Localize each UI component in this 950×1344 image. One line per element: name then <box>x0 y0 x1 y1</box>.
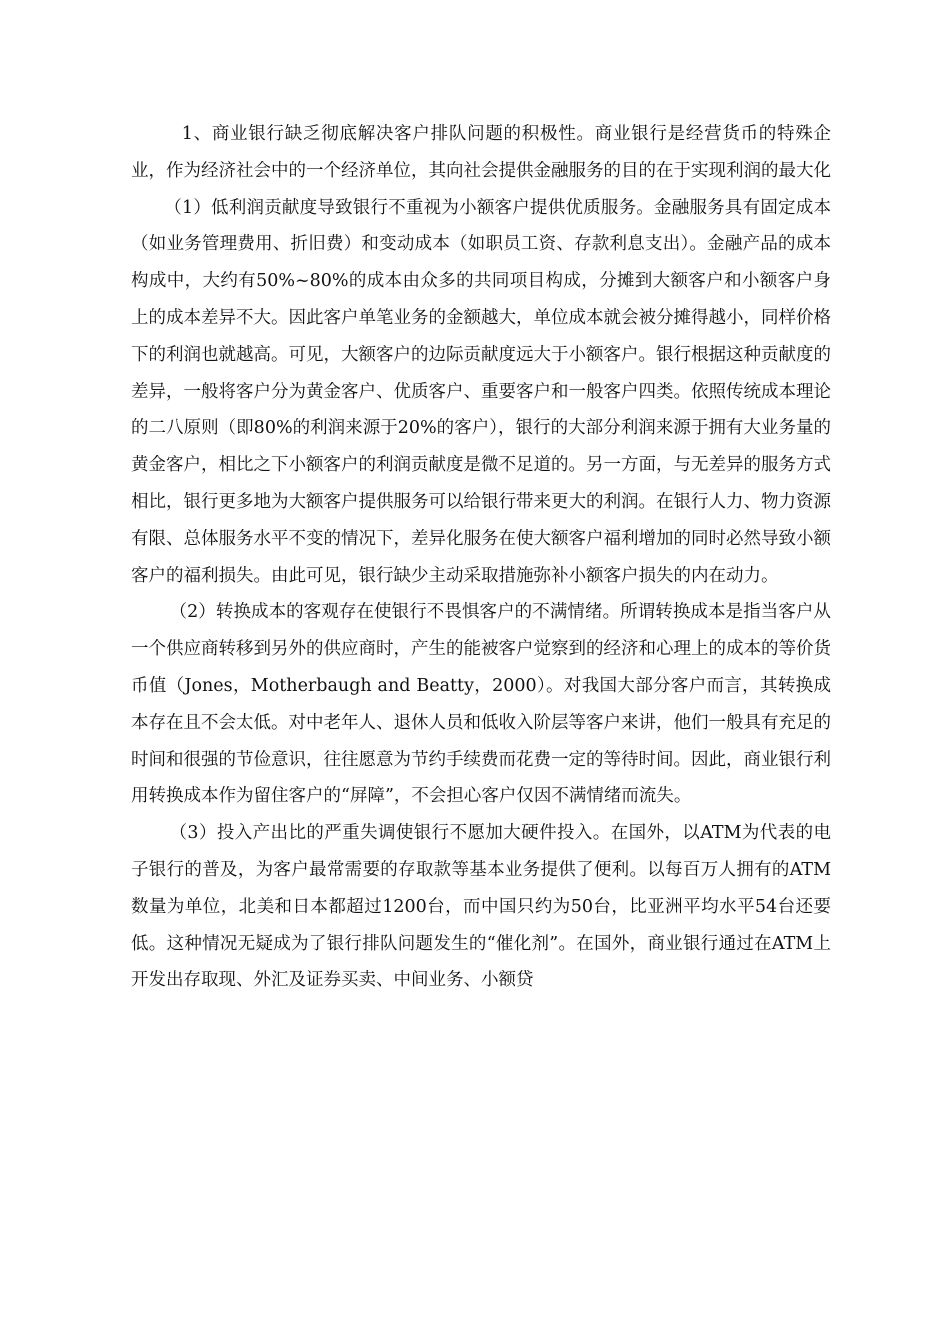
paragraph-point-2: （2）转换成本的客观存在使银行不畏惧客户的不满情绪。所谓转换成本是指当客户从一个供应商转移到另外的供应商时，产生的能被客户觉察到的经济和心理上的成本的等价货币值（Jones，Motherbaugh and Beatty，2000）。对我国大部分客户而言，其转换成本存在且不会太低。对中老年人、退休人员和低收入阶层等客户来讲，他们一般具有充足的时间和很强的节俭意识，往往愿意为节约手续费而花费一定的等待时间。因此，商业银行利用转换成本作为留住客户的“屏障”，不会担心客户仅因不满情绪而流失。 <box>131 602 831 807</box>
paragraph-point-1: （1）低利润贡献度导致银行不重视为小额客户提供优质服务。金融服务具有固定成本（如业务管理费用、折旧费）和变动成本（如职员工资、存款利息支出）。金融产品的成本构成中，大约有50%~80%的成本由众多的共同项目构成，分摊到大额客户和小额客户身上的成本差异不大。因此客户单笔业务的金额越大，单位成本就会被分摊得越小，同样价格下的利润也就越高。可见，大额客户的边际贡献度远大于小额客户。银行根据这种贡献度的差异，一般将客户分为黄金客户、优质客户、重要客户和一般客户四类。依照传统成本理论的二八原则（即80%的利润来源于20%的客户），银行的大部分利润来源于拥有大业务量的黄金客户，相比之下小额客户的利润贡献度是微不足道的。另一方面，与无差异的服务方式相比，银行更多地为大额客户提供服务可以给银行带来更大的利润。在银行人力、物力资源有限、总体服务水平不变的情况下，差异化服务在使大额客户福利增加的同时必然导致小额客户的福利损失。由此可见，银行缺少主动采取措施弥补小额客户损失的内在动力。 <box>131 197 831 586</box>
document-body <box>131 116 831 999</box>
paragraph-section-1: 1、商业银行缺乏彻底解决客户排队问题的积极性。商业银行是经营货币的特殊企业，作为经济社会中的一个经济单位，其向社会提供金融服务的目的在于实现利润的最大化 <box>131 124 831 181</box>
paragraph-point-3: （3）投入产出比的严重失调使银行不愿加大硬件投入。在国外，以ATM为代表的电子银行的普及，为客户最常需要的存取款等基本业务提供了便利。以每百万人拥有的ATM数量为单位，北美和日本都超过1200台，而中国只约为50台，比亚洲平均水平54台还要低。这种情况无疑成为了银行排队问题发生的“催化剂”。在国外，商业银行通过在ATM上开发出存取现、外汇及证券买卖、中间业务、小额贷 <box>131 823 831 991</box>
